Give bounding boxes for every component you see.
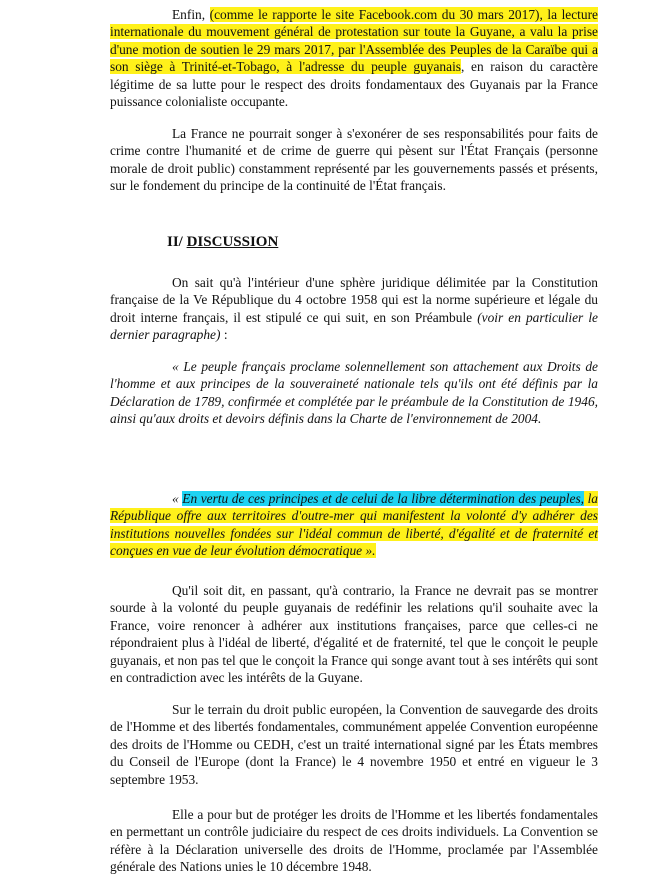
quote-preambule-1: « Le peuple français proclame solennellement son attachement aux Droits de l'homme et aux principes de la souveraineté nationale tels qu'ils ont été définis par la Déclaration de 1789, confirmée et complétée par le préambule de la Constitution de 1946, ainsi qu'aux droits et devoirs définis dans la Charte de l'environnement de 2004.	[110, 359, 598, 427]
paragraph-tail: :	[220, 327, 228, 343]
paragraph-rest: , en raison du caractère légitime de sa lutte pour le respect des droits fondamentaux des Guyanais par la France puissance colonialiste occupante.	[110, 59, 598, 110]
paragraph-motion-de-soutien	[110, 6, 598, 110]
paragraph-but-convention: Elle a pour but de protéger les droits de l'Homme et les libertés fondamentales en permettant un contrôle judiciaire du respect de ces droits individuels. La Convention se réfère à la Déclaration universelle des droits de l'Homme, proclamée par l'Assemblée générale des Nations unies le 10 décembre 1948.	[110, 807, 598, 875]
paragraph-constitution	[110, 274, 598, 344]
paragraph-responsabilites: La France ne pourrait songer à s'exonérer de ses responsabilités pour faits de crime contre l'humanité et de crime de guerre qui pèsent sur l'État Français (personne morale de droit public) constamment représenté par les gouvernements passés et présents, sur le fondement du principe de la continuité de l'État français.	[110, 126, 598, 194]
quote-preambule-2	[110, 490, 598, 560]
section-number: II/	[167, 234, 187, 250]
highlighted-text: (comme le rapporte le site Facebook.com du 30 mars 2017), la lecture internationale du mouvement général de protestation sur toute la Guyane, a valu la prise d'une motion de soutien le 29 mars 2017, par l'Assemblée des Peuples de la Caraïbe qui a son siège à Trinité-et-Tobago, à l'adresse du peuple guyanais	[110, 7, 598, 75]
paragraph-lead: Enfin,	[172, 7, 210, 22]
paragraph-italic-note: (voir en particulier le dernier paragraphe)	[110, 309, 598, 343]
paragraph-text: On sait qu'à l'intérieur d'une sphère juridique délimitée par la Constitution française de la Ve République du 4 octobre 1958 qui est la norme supérieure et légale du droit interne français, il est stipulé ce qui suit, en son Préambule	[110, 275, 598, 325]
highlighted-text-blue: En vertu de ces principes et de celui de la libre détermination des peuples,	[182, 491, 585, 506]
highlighted-text-yellow: la République offre aux territoires d'outre-mer qui manifestent la volonté d'y adhérer des institutions nouvelles fondées sur l'idéal commun de liberté, d'égalité et de fraternité et conçues en vue de leur évolution démocratique ».	[110, 491, 598, 559]
section-heading	[167, 233, 278, 251]
quote-open: «	[172, 491, 183, 506]
section-title: DISCUSSION	[186, 234, 279, 250]
paragraph-a-contrario: Qu'il soit dit, en passant, qu'à contrario, la France ne devrait pas se montrer sourde à la volonté du peuple guyanais de redéfinir les relations qu'il souhaite avec la France, voire renoncer à adhérer aux institutions françaises, parce que celles-ci ne répondraient plus à l'idéal de liberté, d'égalité et de fraternité, tel que le conçoit le peuple guyanais, et non pas tel que le conçoit la France qui songe avant tout à ses intérêts qui sont en contradiction avec les intérêts de la Guyane.	[110, 583, 598, 686]
paragraph-cedh: Sur le terrain du droit public européen, la Convention de sauvegarde des droits de l'Homme et des libertés fondamentales, communément appelée Convention européenne des droits de l'Homme ou CEDH, c'est un traité international signé par les États membres du Conseil de l'Europe (dont la France) le 4 novembre 1950 et entré en vigueur le 3 septembre 1953.	[110, 702, 598, 787]
